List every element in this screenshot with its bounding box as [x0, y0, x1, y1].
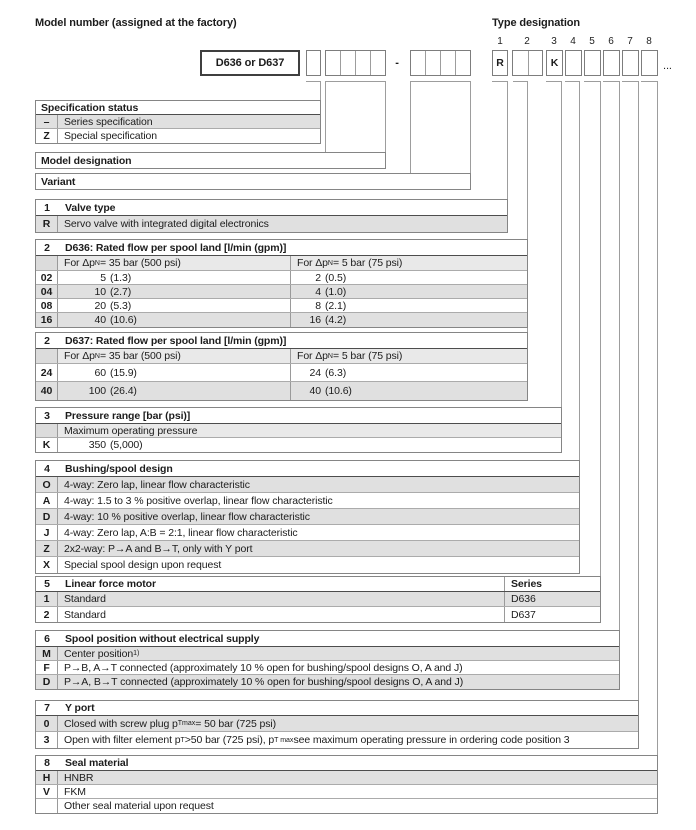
table-row: [36, 216, 507, 232]
code-cell: M: [36, 647, 58, 660]
paren-cell: (1.0): [325, 285, 347, 298]
connector-line: [325, 81, 386, 82]
paren-cell: (26.4): [110, 385, 137, 397]
code-cell: 04: [36, 285, 58, 298]
code-cell: –: [36, 115, 58, 128]
type-box-6: [603, 50, 620, 76]
type-box-4: [565, 50, 582, 76]
code-cell: K: [36, 438, 58, 452]
table-row: [36, 299, 527, 313]
flow-cell-35bar: [58, 313, 291, 327]
description-cell: Open with filter element p T >50 bar (725 psi), p T max see maximum operating pressure in ordering code position 3: [64, 734, 570, 746]
table-row: [36, 285, 527, 299]
value-cell: 4: [315, 285, 321, 298]
model-cell: [307, 51, 320, 75]
column-header-5bar: For Δp N = 5 bar (75 psi): [297, 350, 403, 362]
model-cell: [426, 51, 441, 75]
table-row: [36, 438, 561, 452]
spec-status-header: [36, 101, 320, 115]
section-number: 8: [44, 757, 50, 769]
section-linear-force-motor: [35, 576, 601, 623]
position-number-3: 3: [551, 36, 557, 47]
code-cell: Z: [36, 541, 58, 556]
table-row: [36, 271, 527, 285]
description-cell: 4-way: 1.5 to 3 % positive overlap, linear flow characteristic: [64, 494, 333, 507]
section-number: 3: [44, 409, 50, 422]
type-box-2-divider: [528, 51, 529, 75]
type-box-1-value: R: [496, 57, 504, 69]
flow-cell-35bar: [58, 382, 291, 400]
section-number: 7: [44, 702, 50, 714]
table-row: [36, 592, 600, 607]
table-row: [36, 541, 579, 557]
flow-column-headers: [36, 349, 527, 364]
column-header-35bar: For Δp N = 35 bar (500 psi): [58, 256, 291, 270]
pressure-subheader: [36, 424, 561, 438]
section-header: [36, 577, 600, 592]
code-cell: 02: [36, 271, 58, 284]
section-y-port: [35, 700, 639, 749]
type-box-1: [492, 50, 508, 76]
connector-line: [619, 81, 620, 630]
series-column-header: Series: [504, 577, 600, 591]
column-header-5bar: For Δp N = 5 bar (75 psi): [297, 257, 403, 269]
type-box-8: [641, 50, 658, 76]
position-number-8: 8: [646, 36, 652, 47]
paren-cell: (15.9): [110, 366, 137, 379]
value-cell: 2: [315, 271, 321, 284]
code-cell: 40: [36, 382, 58, 400]
value-cell: 20: [94, 299, 106, 312]
section-number: 6: [44, 632, 50, 645]
spec-status-table: [35, 100, 321, 144]
connector-line: [565, 81, 580, 82]
section-number: 2: [44, 334, 50, 347]
flow-cell-5bar: [291, 364, 527, 381]
section-bushing-spool: [35, 460, 580, 574]
section-seal-material: [35, 755, 658, 814]
table-row: [36, 675, 619, 689]
value-cell: 40: [309, 385, 321, 397]
paren-cell: (4.2): [325, 314, 347, 326]
section-title: D637: Rated flow per spool land [l/min (gpm)]: [65, 334, 287, 347]
type-designation-title: Type designation: [492, 17, 581, 29]
description-cell: HNBR: [64, 771, 94, 784]
code-cell: F: [36, 661, 58, 674]
table-row: [36, 364, 527, 382]
spec-status-title: Specification status: [41, 101, 139, 114]
series-cell: D636: [504, 592, 600, 606]
type-box-3-value: K: [550, 57, 559, 69]
paren-cell: (10.6): [110, 314, 137, 326]
code-cell: X: [36, 557, 58, 573]
table-row: [36, 771, 657, 785]
description-cell: Closed with screw plug p Tmax = 50 bar (725 psi): [64, 717, 277, 730]
model-number-title: Model number (assigned at the factory): [35, 17, 237, 29]
table-row: [36, 716, 638, 732]
section-flow-d636: [35, 239, 528, 328]
model-cell: [441, 51, 456, 75]
connector-line: [513, 81, 528, 82]
table-row: [36, 115, 320, 129]
code-cell: [36, 349, 58, 363]
code-cell: D: [36, 675, 58, 689]
flow-cell-5bar: [291, 285, 527, 298]
description-cell: Standard: [64, 608, 106, 621]
code-cell: [36, 424, 58, 437]
table-row: [36, 313, 527, 327]
flow-column-headers: [36, 256, 527, 271]
flow-cell-5bar: [291, 299, 527, 312]
position-number-4: 4: [570, 36, 576, 47]
value-cell: 350: [88, 439, 106, 451]
pressure-value-cell: [58, 438, 561, 452]
model-cell-group-2: [410, 50, 471, 76]
description-cell: Other seal material upon request: [64, 800, 214, 812]
connector-line: [306, 81, 321, 82]
section-pressure-range: [35, 407, 562, 453]
position-number-7: 7: [627, 36, 633, 47]
section-title: Valve type: [65, 201, 116, 214]
description-cell: P→B, A→T connected (approximately 10 % open for bushing/spool designs O, A and J): [64, 661, 463, 674]
model-cell: [411, 51, 426, 75]
position-number-2: 2: [524, 36, 530, 47]
value-cell: 16: [309, 314, 321, 326]
connector-line: [622, 81, 639, 82]
table-row: [36, 477, 579, 493]
flow-cell-35bar: [58, 271, 291, 284]
series-cell: D637: [504, 607, 600, 622]
code-cell: A: [36, 493, 58, 508]
connector-line: [657, 81, 658, 755]
type-ellipsis: ...: [663, 60, 672, 72]
section-title: Bushing/spool design: [65, 462, 173, 475]
code-cell: R: [36, 216, 58, 232]
section-header: [36, 200, 507, 216]
table-row: [36, 557, 579, 573]
model-cell: [326, 51, 341, 75]
table-row: [36, 382, 527, 400]
connector-line: [561, 81, 562, 407]
table-row: [36, 732, 638, 748]
connector-line: [641, 81, 658, 82]
section-title: Pressure range [bar (psi)]: [65, 409, 191, 422]
code-cell: Z: [36, 129, 58, 143]
model-designation-box: Model designation: [35, 152, 386, 169]
value-cell: 40: [94, 314, 106, 326]
table-row: [36, 647, 619, 661]
model-cell: [356, 51, 371, 75]
type-box-5: [584, 50, 601, 76]
section-number: 2: [44, 241, 50, 254]
connector-line: [527, 81, 528, 239]
value-cell: 5: [100, 271, 106, 284]
value-cell: 8: [315, 299, 321, 312]
code-cell: [36, 799, 58, 813]
section-header: [36, 333, 527, 349]
model-cell: [371, 51, 385, 75]
flow-cell-35bar: [58, 299, 291, 312]
connector-line: [385, 81, 386, 152]
section-spool-position: [35, 630, 620, 690]
description-cell: FKM: [64, 785, 86, 798]
model-cell: [456, 51, 470, 75]
model-series-box: D636 or D637: [200, 50, 300, 76]
value-cell: 24: [309, 366, 321, 379]
paren-cell: (5.3): [110, 299, 132, 312]
type-box-7: [622, 50, 639, 76]
paren-cell: (10.6): [325, 385, 352, 397]
section-number: 4: [44, 462, 50, 475]
model-number-dash: -: [395, 57, 399, 69]
code-cell: 3: [36, 732, 58, 748]
flow-cell-5bar: [291, 313, 527, 327]
code-cell: H: [36, 771, 58, 784]
connector-line: [600, 81, 601, 576]
code-cell: V: [36, 785, 58, 798]
code-cell: 1: [36, 592, 58, 606]
description-cell: 4-way: Zero lap, linear flow characteristic: [64, 478, 250, 491]
table-row: [36, 509, 579, 525]
code-cell: 08: [36, 299, 58, 312]
section-header: [36, 408, 561, 424]
code-cell: [36, 256, 58, 270]
section-title: D636: Rated flow per spool land [l/min (gpm)]: [65, 241, 287, 254]
section-header: [36, 461, 579, 477]
section-header: [36, 240, 527, 256]
paren-cell: (6.3): [325, 366, 347, 379]
column-header-35bar: For Δp N = 35 bar (500 psi): [58, 349, 291, 363]
description-cell: Servo valve with integrated digital electronics: [64, 218, 269, 230]
paren-cell: (5,000): [110, 439, 143, 451]
table-row: [36, 129, 320, 143]
code-cell: 0: [36, 716, 58, 731]
connector-line: [603, 81, 620, 82]
connector-line: [546, 81, 562, 82]
value-cell: 60: [94, 366, 106, 379]
section-flow-d637: [35, 332, 528, 401]
position-number-6: 6: [608, 36, 614, 47]
section-title: Linear force motor: [65, 578, 156, 590]
description-cell: 4-way: 10 % positive overlap, linear flow characteristic: [64, 510, 310, 523]
paren-cell: (2.7): [110, 285, 132, 298]
connector-line: [410, 81, 411, 173]
flow-cell-35bar: [58, 364, 291, 381]
section-title: Seal material: [65, 757, 129, 769]
type-box-3: [546, 50, 563, 76]
code-cell: J: [36, 525, 58, 540]
section-header: [36, 756, 657, 771]
description-cell: Standard: [64, 593, 106, 605]
connector-line: [579, 81, 580, 460]
table-row: [36, 661, 619, 675]
table-row: [36, 785, 657, 799]
model-cell-group-1: [325, 50, 386, 76]
table-row: [36, 525, 579, 541]
paren-cell: (0.5): [325, 271, 347, 284]
section-title: Y port: [65, 702, 95, 714]
section-number: 5: [44, 578, 50, 590]
flow-cell-5bar: [291, 382, 527, 400]
type-box-2: [512, 50, 543, 76]
section-header: [36, 701, 638, 716]
connector-line: [584, 81, 601, 82]
table-row: [36, 607, 600, 622]
description-cell: Series specification: [64, 115, 153, 128]
paren-cell: (2.1): [325, 299, 347, 312]
table-row: [36, 493, 579, 509]
code-cell: 2: [36, 607, 58, 622]
model-cell: [341, 51, 356, 75]
description-cell: Special spool design upon request: [64, 559, 222, 571]
description-cell: Center position 1): [64, 647, 140, 660]
description-cell: Special specification: [64, 130, 158, 142]
paren-cell: (1.3): [110, 271, 132, 284]
connector-line: [470, 81, 471, 173]
section-title: Spool position without electrical supply: [65, 632, 260, 645]
connector-line: [507, 81, 508, 199]
code-cell: 16: [36, 313, 58, 327]
code-cell: O: [36, 477, 58, 492]
code-cell: 24: [36, 364, 58, 381]
flow-cell-5bar: [291, 271, 527, 284]
description-cell: P→A, B→T connected (approximately 10 % open for bushing/spool designs O, A and J): [64, 676, 464, 688]
description-cell: 4-way: Zero lap, A:B = 2:1, linear flow characteristic: [64, 526, 298, 539]
code-cell: D: [36, 509, 58, 524]
section-number: 1: [44, 201, 50, 214]
connector-line: [492, 81, 508, 82]
connector-line: [325, 81, 326, 152]
connector-line: [320, 81, 321, 100]
value-cell: 10: [94, 285, 106, 298]
position-number-1: 1: [497, 36, 503, 47]
table-row: [36, 799, 657, 813]
connector-line: [410, 81, 471, 82]
connector-line: [638, 81, 639, 700]
variant-box: Variant: [35, 173, 471, 190]
section-header: [36, 631, 619, 647]
section-valve-type: [35, 199, 508, 233]
description-cell: 2x2-way: P→A and B→T, only with Y port: [64, 542, 253, 555]
value-cell: 100: [88, 385, 106, 397]
flow-cell-35bar: [58, 285, 291, 298]
model-cell-single: [306, 50, 321, 76]
pressure-subheader-label: Maximum operating pressure: [64, 424, 198, 437]
position-number-5: 5: [589, 36, 595, 47]
